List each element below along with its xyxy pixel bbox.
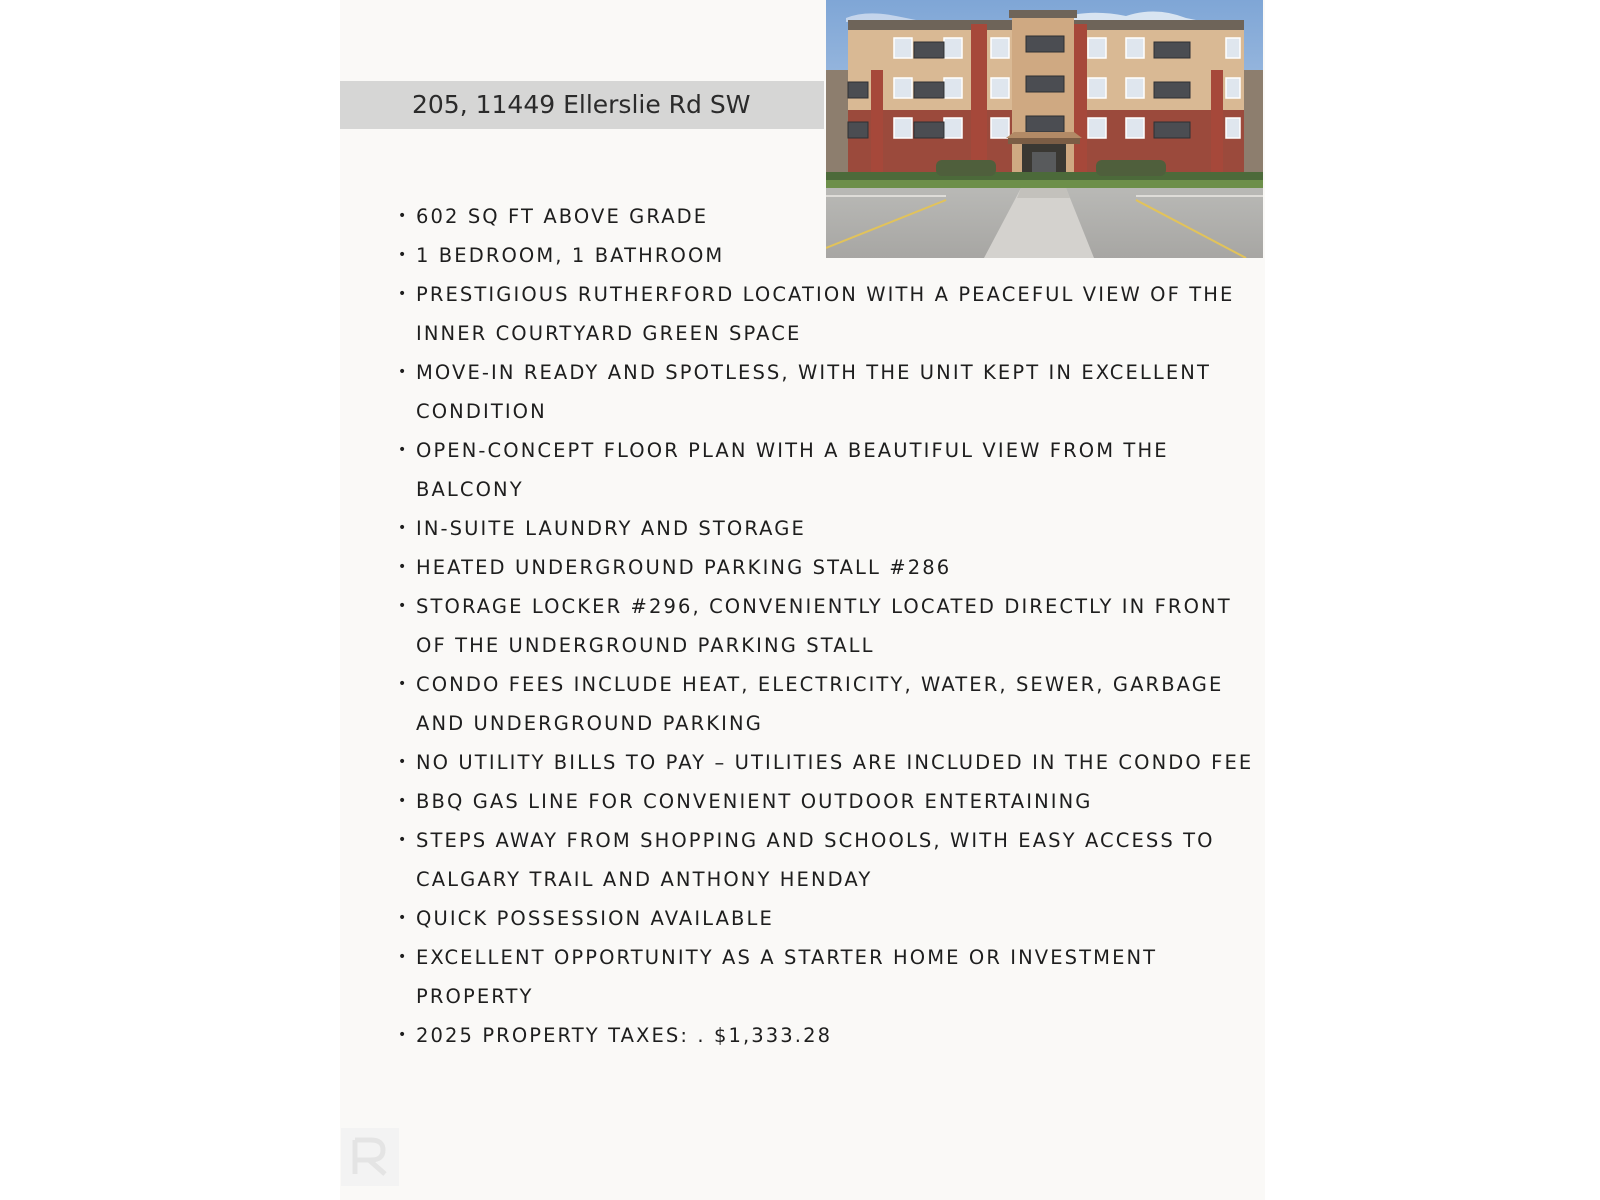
feature-text: IN-SUITE LAUNDRY AND STORAGE — [416, 517, 806, 540]
bullet-icon: • — [398, 286, 409, 302]
feature-text: CONDO FEES INCLUDE HEAT, ELECTRICITY, WATER, SEWER, GARBAGE AND UNDERGROUND PARKING — [416, 673, 1224, 735]
bullet-icon: • — [398, 364, 409, 380]
feature-item — [398, 1016, 1258, 1055]
feature-item — [398, 587, 1258, 665]
bullet-icon: • — [398, 949, 409, 965]
feature-text: EXCELLENT OPPORTUNITY AS A STARTER HOME OR INVESTMENT PROPERTY — [416, 946, 1158, 1008]
feature-item — [398, 938, 1258, 1016]
feature-text: MOVE-IN READY AND SPOTLESS, WITH THE UNIT KEPT IN EXCELLENT CONDITION — [416, 361, 1211, 423]
feature-item — [398, 899, 1258, 938]
bullet-icon: • — [398, 442, 409, 458]
feature-text: BBQ GAS LINE FOR CONVENIENT OUTDOOR ENTERTAINING — [416, 790, 1093, 813]
feature-text: HEATED UNDERGROUND PARKING STALL #286 — [416, 556, 952, 579]
bullet-icon: • — [398, 598, 409, 614]
feature-text: NO UTILITY BILLS TO PAY – UTILITIES ARE INCLUDED IN THE CONDO FEE — [416, 751, 1254, 774]
feature-text: STORAGE LOCKER #296, CONVENIENTLY LOCATED DIRECTLY IN FRONT OF THE UNDERGROUND PARKING STALL — [416, 595, 1232, 657]
listing-address: 205, 11449 Ellerslie Rd SW — [412, 90, 751, 119]
feature-item — [398, 275, 1258, 353]
feature-text: STEPS AWAY FROM SHOPPING AND SCHOOLS, WITH EASY ACCESS TO CALGARY TRAIL AND ANTHONY HENDAY — [416, 829, 1215, 891]
feature-item — [398, 236, 1258, 275]
feature-item — [398, 353, 1258, 431]
bullet-icon: • — [398, 910, 409, 926]
feature-text: QUICK POSSESSION AVAILABLE — [416, 907, 774, 930]
feature-text: 1 BEDROOM, 1 BATHROOM — [416, 244, 725, 267]
bullet-icon: • — [398, 520, 409, 536]
feature-text: 602 SQ FT ABOVE GRADE — [416, 205, 709, 228]
feature-list — [398, 197, 1258, 1055]
feature-item — [398, 821, 1258, 899]
feature-item — [398, 665, 1258, 743]
bullet-icon: • — [398, 832, 409, 848]
feature-item — [398, 782, 1258, 821]
feature-item — [398, 509, 1258, 548]
bullet-icon: • — [398, 247, 409, 263]
bullet-icon: • — [398, 208, 409, 224]
bullet-icon: • — [398, 559, 409, 575]
bullet-icon: • — [398, 1027, 409, 1043]
feature-text: PRESTIGIOUS RUTHERFORD LOCATION WITH A PEACEFUL VIEW OF THE INNER COURTYARD GREEN SPACE — [416, 283, 1235, 345]
feature-item — [398, 431, 1258, 509]
bullet-icon: • — [398, 793, 409, 809]
bullet-icon: • — [398, 676, 409, 692]
feature-text: 2025 PROPERTY TAXES: . $1,333.28 — [416, 1024, 833, 1047]
address-banner — [340, 81, 824, 129]
feature-text: OPEN-CONCEPT FLOOR PLAN WITH A BEAUTIFUL VIEW FROM THE BALCONY — [416, 439, 1169, 501]
bullet-icon: • — [398, 754, 409, 770]
feature-item — [398, 743, 1258, 782]
feature-item — [398, 548, 1258, 587]
feature-item — [398, 197, 1258, 236]
realtor-logo-icon — [341, 1128, 399, 1186]
